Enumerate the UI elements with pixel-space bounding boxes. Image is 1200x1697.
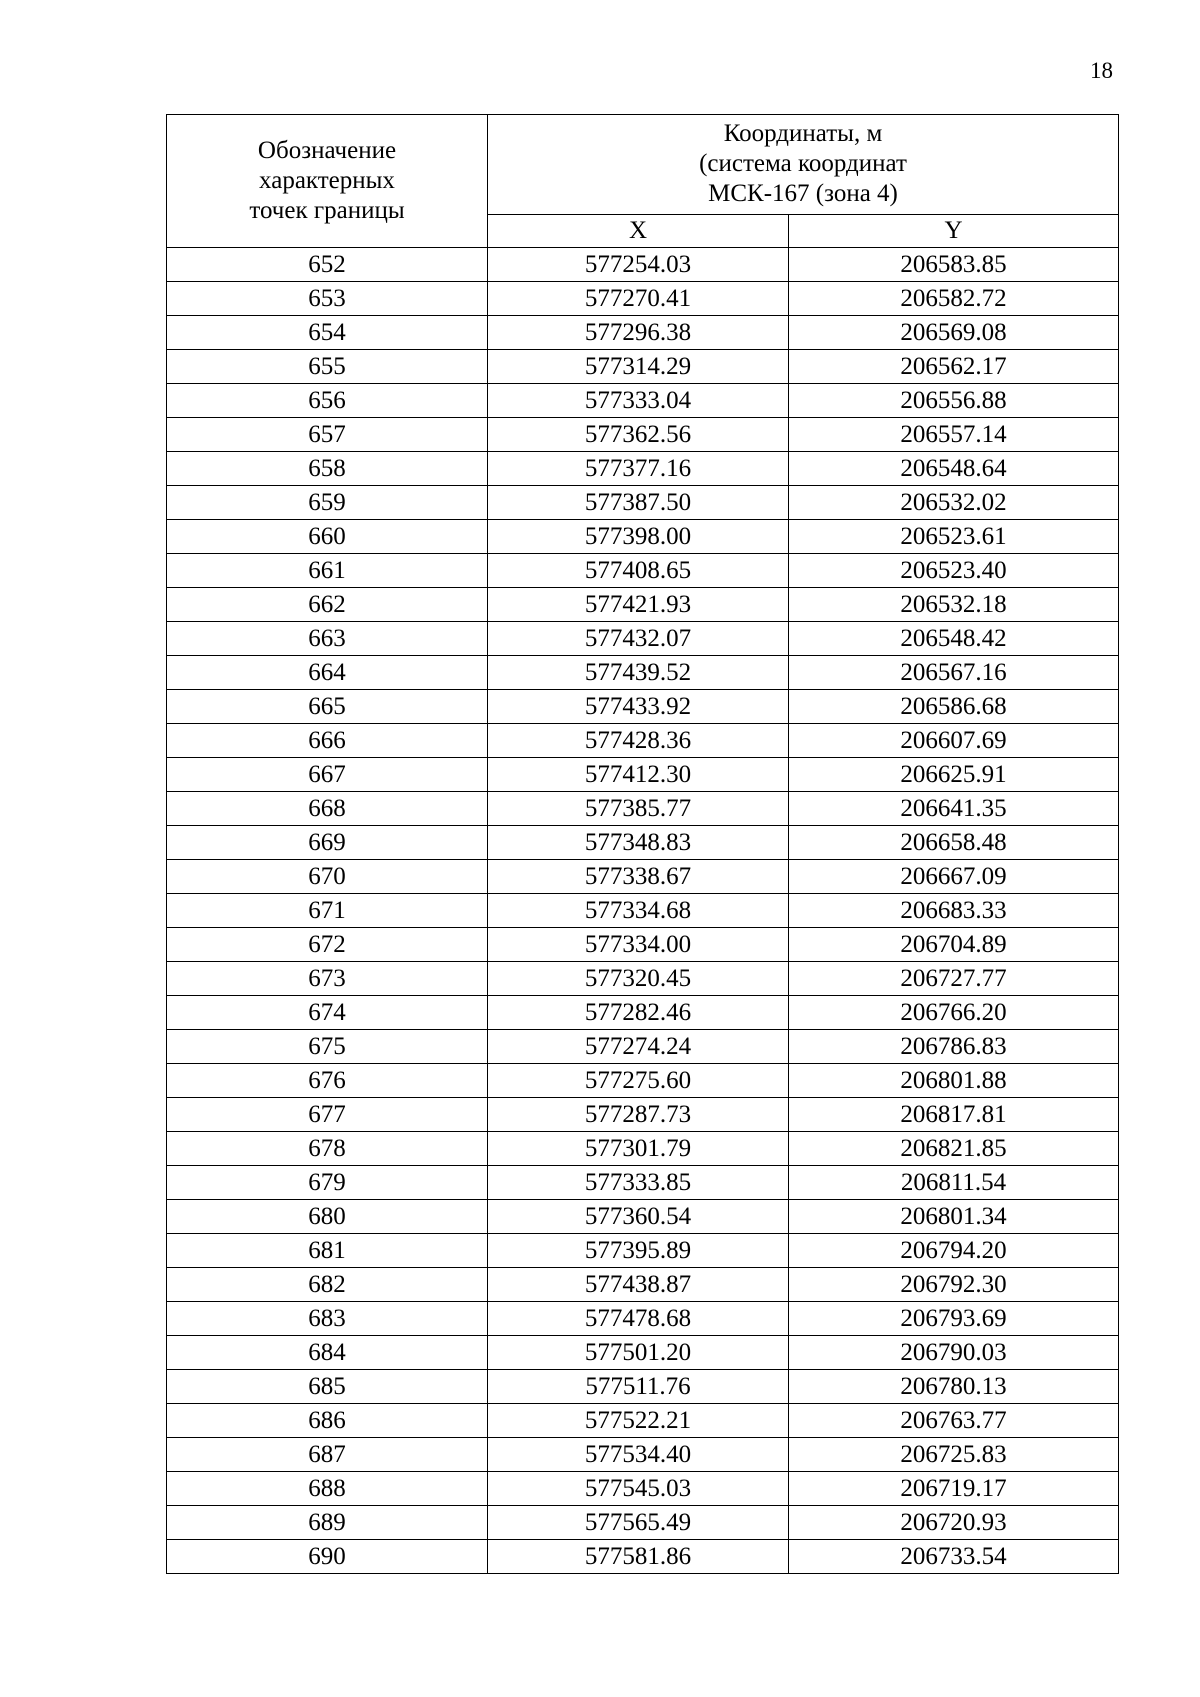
x-coordinate-cell: 577333.85	[488, 1166, 789, 1200]
x-coordinate-cell: 577511.76	[488, 1370, 789, 1404]
y-coordinate-cell: 206523.40	[789, 554, 1119, 588]
point-id-cell: 662	[167, 588, 488, 622]
x-coordinate-cell: 577287.73	[488, 1098, 789, 1132]
point-id-cell: 679	[167, 1166, 488, 1200]
y-coordinate-cell: 206658.48	[789, 826, 1119, 860]
table-row	[167, 1030, 1119, 1064]
x-coordinate-cell: 577334.68	[488, 894, 789, 928]
table-row	[167, 554, 1119, 588]
point-id-cell: 663	[167, 622, 488, 656]
y-coordinate-cell: 206720.93	[789, 1506, 1119, 1540]
table-row	[167, 1404, 1119, 1438]
table-row	[167, 860, 1119, 894]
x-column-header: X	[488, 214, 789, 247]
point-id-cell: 677	[167, 1098, 488, 1132]
x-coordinate-cell: 577432.07	[488, 622, 789, 656]
table-row	[167, 282, 1119, 316]
y-coordinate-cell: 206811.54	[789, 1166, 1119, 1200]
y-coordinate-cell: 206727.77	[789, 962, 1119, 996]
x-coordinate-cell: 577433.92	[488, 690, 789, 724]
y-coordinate-cell: 206532.18	[789, 588, 1119, 622]
x-coordinate-cell: 577360.54	[488, 1200, 789, 1234]
table-row	[167, 1472, 1119, 1506]
x-coordinate-cell: 577282.46	[488, 996, 789, 1030]
table-row	[167, 1336, 1119, 1370]
y-coordinate-cell: 206793.69	[789, 1302, 1119, 1336]
y-coordinate-cell: 206719.17	[789, 1472, 1119, 1506]
point-id-cell: 666	[167, 724, 488, 758]
table-row	[167, 520, 1119, 554]
table-row	[167, 486, 1119, 520]
table-header	[167, 115, 1119, 248]
table-row	[167, 1302, 1119, 1336]
x-coordinate-cell: 577428.36	[488, 724, 789, 758]
point-id-cell: 653	[167, 282, 488, 316]
x-coordinate-cell: 577565.49	[488, 1506, 789, 1540]
point-id-cell: 668	[167, 792, 488, 826]
y-coordinate-cell: 206557.14	[789, 418, 1119, 452]
table-row	[167, 350, 1119, 384]
x-coordinate-cell: 577348.83	[488, 826, 789, 860]
table-row	[167, 962, 1119, 996]
y-coordinate-cell: 206763.77	[789, 1404, 1119, 1438]
x-coordinate-cell: 577333.04	[488, 384, 789, 418]
point-id-cell: 689	[167, 1506, 488, 1540]
y-coordinate-cell: 206725.83	[789, 1438, 1119, 1472]
y-coordinate-cell: 206523.61	[789, 520, 1119, 554]
y-coordinate-cell: 206792.30	[789, 1268, 1119, 1302]
table-row	[167, 1438, 1119, 1472]
x-coordinate-cell: 577438.87	[488, 1268, 789, 1302]
point-id-cell: 665	[167, 690, 488, 724]
point-id-cell: 658	[167, 452, 488, 486]
table-row	[167, 1064, 1119, 1098]
page-number: 18	[1090, 58, 1113, 83]
x-coordinate-cell: 577439.52	[488, 656, 789, 690]
y-coordinate-cell: 206641.35	[789, 792, 1119, 826]
y-coordinate-cell: 206548.64	[789, 452, 1119, 486]
point-id-cell: 683	[167, 1302, 488, 1336]
table-row	[167, 588, 1119, 622]
point-id-cell: 652	[167, 248, 488, 282]
table-row	[167, 996, 1119, 1030]
point-header-line: характерных	[259, 167, 395, 194]
x-coordinate-cell: 577395.89	[488, 1234, 789, 1268]
point-id-cell: 675	[167, 1030, 488, 1064]
point-id-cell: 685	[167, 1370, 488, 1404]
coords-header-line: Координаты, м	[723, 120, 883, 148]
x-coordinate-cell: 577387.50	[488, 486, 789, 520]
x-coordinate-cell: 577534.40	[488, 1438, 789, 1472]
point-id-cell: 659	[167, 486, 488, 520]
x-coordinate-cell: 577522.21	[488, 1404, 789, 1438]
table-row	[167, 1234, 1119, 1268]
x-coordinate-cell: 577274.24	[488, 1030, 789, 1064]
x-coordinate-cell: 577385.77	[488, 792, 789, 826]
x-coordinate-cell: 577254.03	[488, 248, 789, 282]
y-coordinate-cell: 206794.20	[789, 1234, 1119, 1268]
point-id-cell: 667	[167, 758, 488, 792]
x-coordinate-cell: 577545.03	[488, 1472, 789, 1506]
point-id-cell: 684	[167, 1336, 488, 1370]
table-row	[167, 894, 1119, 928]
y-coordinate-cell: 206786.83	[789, 1030, 1119, 1064]
x-coordinate-cell: 577296.38	[488, 316, 789, 350]
x-coordinate-cell: 577320.45	[488, 962, 789, 996]
y-coordinate-cell: 206780.13	[789, 1370, 1119, 1404]
y-coordinate-cell: 206801.88	[789, 1064, 1119, 1098]
y-coordinate-cell: 206532.02	[789, 486, 1119, 520]
x-coordinate-cell: 577478.68	[488, 1302, 789, 1336]
point-id-cell: 671	[167, 894, 488, 928]
point-id-cell: 682	[167, 1268, 488, 1302]
x-coordinate-cell: 577412.30	[488, 758, 789, 792]
y-coordinate-cell: 206562.17	[789, 350, 1119, 384]
x-coordinate-cell: 577377.16	[488, 452, 789, 486]
x-coordinate-cell: 577398.00	[488, 520, 789, 554]
point-id-cell: 669	[167, 826, 488, 860]
table-row	[167, 928, 1119, 962]
point-id-cell: 687	[167, 1438, 488, 1472]
coordinates-header	[488, 115, 1119, 215]
y-coordinate-cell: 206567.16	[789, 656, 1119, 690]
table-row	[167, 1132, 1119, 1166]
point-id-cell: 656	[167, 384, 488, 418]
table-row	[167, 1506, 1119, 1540]
point-id-cell: 655	[167, 350, 488, 384]
table-row	[167, 1268, 1119, 1302]
x-coordinate-cell: 577270.41	[488, 282, 789, 316]
y-coordinate-cell: 206817.81	[789, 1098, 1119, 1132]
y-coordinate-cell: 206801.34	[789, 1200, 1119, 1234]
y-coordinate-cell: 206667.09	[789, 860, 1119, 894]
table-row	[167, 248, 1119, 282]
x-coordinate-cell: 577338.67	[488, 860, 789, 894]
point-id-cell: 660	[167, 520, 488, 554]
table-row	[167, 384, 1119, 418]
y-coordinate-cell: 206683.33	[789, 894, 1119, 928]
table-row	[167, 316, 1119, 350]
point-id-cell: 690	[167, 1540, 488, 1574]
y-coordinate-cell: 206586.68	[789, 690, 1119, 724]
point-id-cell: 654	[167, 316, 488, 350]
y-coordinate-cell: 206625.91	[789, 758, 1119, 792]
y-column-header: Y	[789, 214, 1119, 247]
table-row	[167, 1200, 1119, 1234]
table-row	[167, 826, 1119, 860]
y-coordinate-cell: 206582.72	[789, 282, 1119, 316]
table-row	[167, 418, 1119, 452]
x-coordinate-cell: 577275.60	[488, 1064, 789, 1098]
point-id-cell: 681	[167, 1234, 488, 1268]
coords-header-line: (система координат	[699, 150, 907, 178]
y-coordinate-cell: 206790.03	[789, 1336, 1119, 1370]
table-row	[167, 1166, 1119, 1200]
x-coordinate-cell: 577421.93	[488, 588, 789, 622]
point-header-line: Обозначение	[257, 137, 397, 164]
y-coordinate-cell: 206766.20	[789, 996, 1119, 1030]
table-row	[167, 1370, 1119, 1404]
point-id-cell: 673	[167, 962, 488, 996]
x-coordinate-cell: 577408.65	[488, 554, 789, 588]
x-coordinate-cell: 577581.86	[488, 1540, 789, 1574]
point-id-cell: 657	[167, 418, 488, 452]
y-coordinate-cell: 206704.89	[789, 928, 1119, 962]
coords-header-line: МСК-167 (зона 4)	[708, 180, 898, 208]
x-coordinate-cell: 577314.29	[488, 350, 789, 384]
x-coordinate-cell: 577362.56	[488, 418, 789, 452]
table-row	[167, 724, 1119, 758]
table-row	[167, 690, 1119, 724]
point-id-cell: 674	[167, 996, 488, 1030]
y-coordinate-cell: 206569.08	[789, 316, 1119, 350]
x-coordinate-cell: 577501.20	[488, 1336, 789, 1370]
table-row	[167, 656, 1119, 690]
point-designation-header	[167, 115, 488, 248]
point-id-cell: 676	[167, 1064, 488, 1098]
point-id-cell: 686	[167, 1404, 488, 1438]
point-id-cell: 678	[167, 1132, 488, 1166]
y-coordinate-cell: 206821.85	[789, 1132, 1119, 1166]
y-coordinate-cell: 206583.85	[789, 248, 1119, 282]
coordinates-table	[166, 114, 1119, 1574]
table-row	[167, 792, 1119, 826]
table-row	[167, 452, 1119, 486]
point-id-cell: 680	[167, 1200, 488, 1234]
point-header-line: точек границы	[249, 197, 405, 224]
table-row	[167, 758, 1119, 792]
point-id-cell: 670	[167, 860, 488, 894]
point-id-cell: 688	[167, 1472, 488, 1506]
y-coordinate-cell: 206733.54	[789, 1540, 1119, 1574]
y-coordinate-cell: 206556.88	[789, 384, 1119, 418]
point-id-cell: 661	[167, 554, 488, 588]
point-id-cell: 672	[167, 928, 488, 962]
table-row	[167, 1098, 1119, 1132]
table-row	[167, 622, 1119, 656]
x-coordinate-cell: 577334.00	[488, 928, 789, 962]
y-coordinate-cell: 206548.42	[789, 622, 1119, 656]
point-id-cell: 664	[167, 656, 488, 690]
y-coordinate-cell: 206607.69	[789, 724, 1119, 758]
table-body	[167, 248, 1119, 1574]
table-row	[167, 1540, 1119, 1574]
x-coordinate-cell: 577301.79	[488, 1132, 789, 1166]
